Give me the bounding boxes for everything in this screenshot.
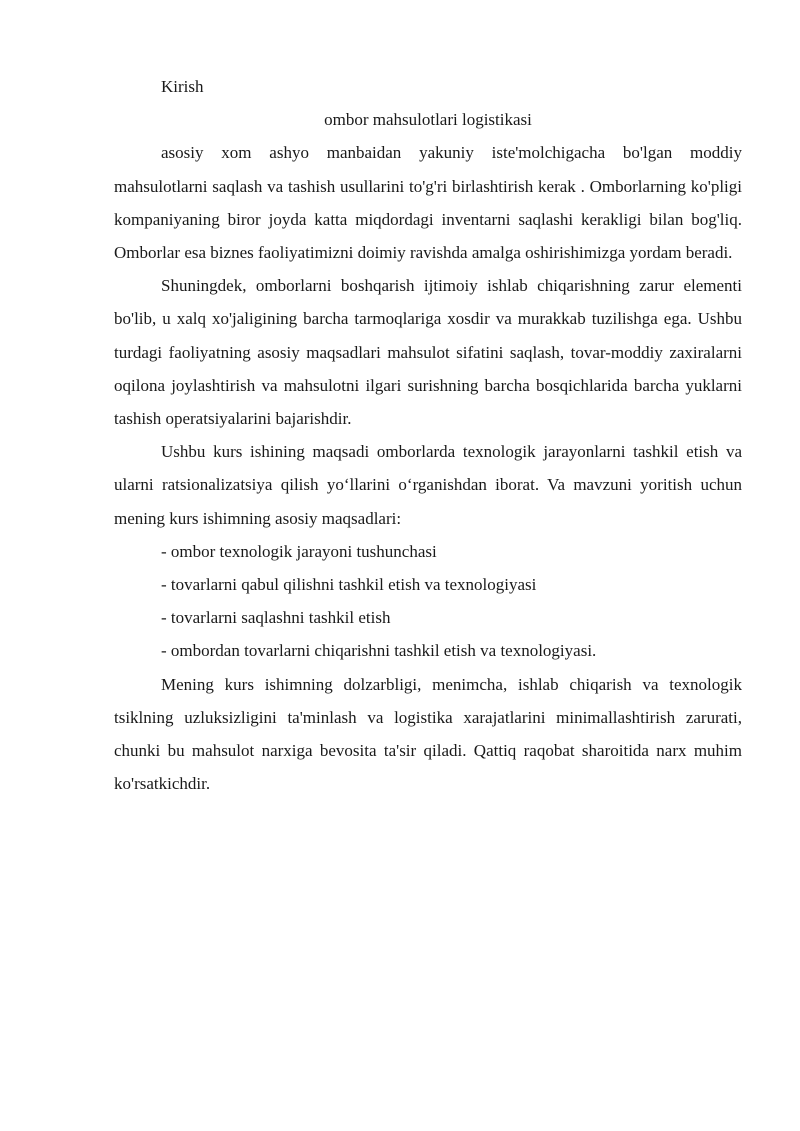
document-page xyxy=(114,70,742,800)
section-heading: Kirish xyxy=(161,77,204,96)
objectives-list xyxy=(114,535,742,668)
document-subtitle: ombor mahsulotlari logistikasi xyxy=(324,110,532,130)
paragraph-1: asosiy xom ashyo manbaidan yakuniy iste'molchigacha bo'lgan moddiy mahsulotlarni saqlash va tashish usullarini to'g'ri birlashtirish kerak . Omborlarning ko'pligi kompaniyaning biror joyda katta miqdordagi inventarni saqlashi kerakligi bilan bog'liq. Omborlar esa biznes faoliyatimizni doimiy ravishda amalga oshirishimizga yordam beradi. xyxy=(114,143,742,263)
list-item: - tovarlarni saqlashni tashkil etish xyxy=(161,608,391,628)
paragraph-3: Ushbu kurs ishining maqsadi omborlarda texnologik jarayonlarni tashkil etish va ularni ratsionalizatsiya qilish yo‘llarini o‘rganishdan iborat. Va mavzuni yoritish uchun mening kurs ishimning asosiy maqsadlari: xyxy=(114,442,742,528)
paragraph-2: Shuningdek, omborlarni boshqarish ijtimoiy ishlab chiqarishning zarur elementi bo'lib, u xalq xo'jaligining barcha tarmoqlariga xosdir va murakkab tuzilishga ega. Ushbu turdagi faoliyatning asosiy maqsadlari mahsulot sifatini saqlash, tovar-moddiy zaxiralarni oqilona joylashtirish va mahsulotni ilgari surishning barcha bosqichlarida barcha yuklarni tashish operatsiyalarini bajarishdir. xyxy=(114,276,742,429)
paragraph-final: Mening kurs ishimning dolzarbligi, menimcha, ishlab chiqarish va texnologik tsiklning uzluksizligini ta'minlash va logistika xarajatlarini minimallashtirish zarurati, chunki bu mahsulot narxiga bevosita ta'sir qiladi. Qattiq raqobat sharoitida narx muhim ko'rsatkichdir. xyxy=(114,674,742,794)
list-item: - tovarlarni qabul qilishni tashkil etish va texnologiyasi xyxy=(161,575,537,595)
list-item: - ombordan tovarlarni chiqarishni tashkil etish va texnologiyasi. xyxy=(161,641,597,661)
list-item: - ombor texnologik jarayoni tushunchasi xyxy=(161,541,437,561)
